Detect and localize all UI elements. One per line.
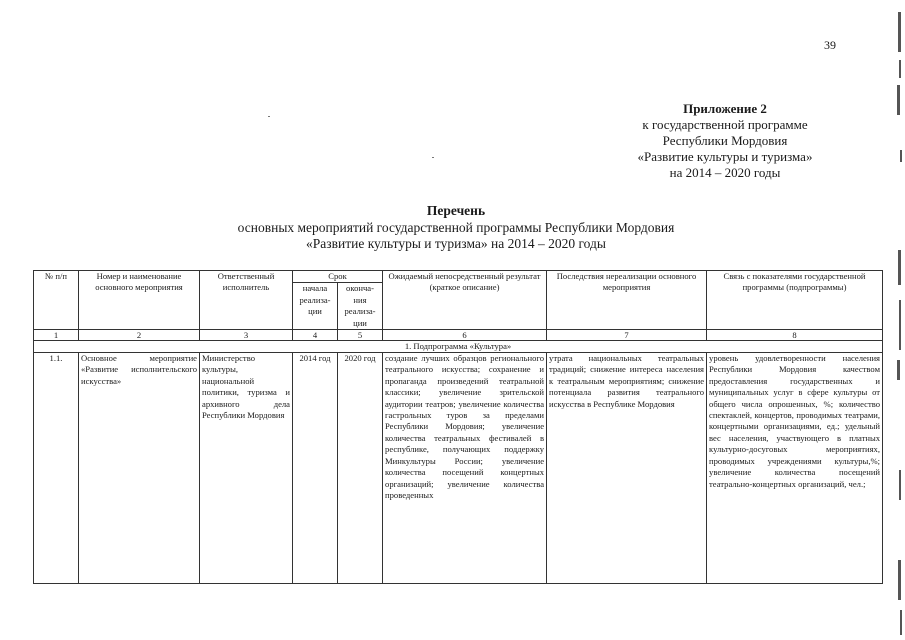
column-number-row [34, 330, 883, 341]
header-number: № п/п [34, 271, 79, 330]
row-indicators: уровень удовлетворенности населения Республики Мордовия качеством предоставления государственных и муниципальных услуг в сфере культуры от общего числа опрошенных, %; количество спектаклей, концертов, проводимых театрами, концертными организациями, ед.; удельный вес населения, участвующего в платных культурно-досуговых мероприятиях, проводимых учреждениями культуры,%; увеличение количества посещений театрально-концертных организаций, чел.; [707, 353, 883, 584]
appendix-line: Республики Мордовия [662, 133, 788, 148]
header-event: Номер и наименование основного мероприятия [79, 271, 200, 330]
page-number: 39 [824, 38, 836, 52]
appendix-line: «Развитие культуры и туризма» [637, 149, 813, 164]
header-term: Срок [293, 271, 383, 283]
header-consequences: Последствия нереализации основного мероприятия [547, 271, 707, 330]
scan-speck [268, 116, 270, 117]
appendix-block [560, 101, 890, 181]
column-number: 8 [707, 330, 883, 341]
column-number: 2 [79, 330, 200, 341]
table-row [34, 353, 883, 584]
row-event: Основное мероприятие «Развитие исполнительского искусства» [79, 353, 200, 584]
row-executor: Министерство культуры, национальной политики, туризма и архивного дела Республики Мордовия [200, 353, 293, 584]
header-start: начала реализа-ции [293, 283, 338, 330]
header-end: оконча-ния реализа-ции [338, 283, 383, 330]
row-consequences: утрата национальных театральных традиций; снижение интереса населения к театральным мероприятиям; снижение потенциала развития театрального искусства в Республике Мордовия [547, 353, 707, 584]
row-result: создание лучших образцов регионального театрального искусства; сохранение и пропаганда произведений театральной классики; увеличение зрительской аудитории театров; увеличение количества гастрольных туров за пределами Республики Мордовия; увеличение количества театральных фестивалей в республике, получающих поддержку Минкультуры России; увеличение количества посещений концертных организаций; увеличение количества проведенных [383, 353, 547, 584]
appendix-title: Приложение 2 [683, 101, 767, 116]
header-executor: Ответственный исполнитель [200, 271, 293, 330]
title-heading: Перечень [426, 203, 486, 218]
row-number: 1.1. [34, 353, 79, 584]
events-table [33, 270, 883, 584]
row-start: 2014 год [293, 353, 338, 584]
title-subheading: основных мероприятий государственной программы Республики Мордовия [237, 219, 675, 235]
section-row [34, 341, 883, 353]
appendix-line: на 2014 – 2020 годы [669, 165, 781, 180]
column-number: 4 [293, 330, 338, 341]
scan-speck [432, 157, 434, 158]
column-number: 6 [383, 330, 547, 341]
row-end: 2020 год [338, 353, 383, 584]
column-number: 7 [547, 330, 707, 341]
section-title: 1. Подпрограмма «Культура» [34, 341, 883, 353]
column-number: 1 [34, 330, 79, 341]
title-subheading: «Развитие культуры и туризма» на 2014 – 2020 годы [306, 236, 606, 251]
scan-edge-artifact [888, 0, 905, 640]
header-result: Ожидаемый непосредственный результат (краткое описание) [383, 271, 547, 330]
document-title [130, 203, 782, 253]
column-number: 3 [200, 330, 293, 341]
appendix-line: к государственной программе [642, 117, 808, 132]
column-number: 5 [338, 330, 383, 341]
header-indicators: Связь с показателями государственной программы (подпрограммы) [707, 271, 883, 330]
header-row [34, 271, 883, 283]
